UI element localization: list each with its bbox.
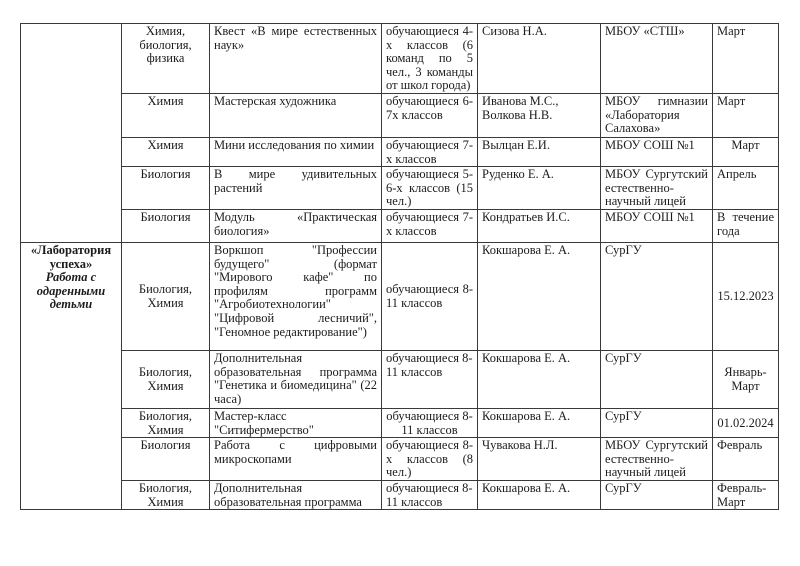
cell-subject: Биология, Химия [122, 480, 210, 509]
cell-subject: Химия [122, 94, 210, 138]
cell-responsible: Иванова М.С., Волкова Н.В. [478, 94, 601, 138]
cell-responsible: Чувакова Н.Л. [478, 438, 601, 481]
cell-responsible: Кондратьев И.С. [478, 209, 601, 242]
cell-event: Мастер-класс "Ситифермерство" [210, 408, 382, 437]
cell-date: Январь-Март [713, 350, 779, 408]
table-row [21, 209, 779, 242]
cell-date: Апрель [713, 167, 779, 210]
cell-subject: Биология, Химия [122, 350, 210, 408]
cell-institution: СурГУ [601, 242, 713, 350]
cell-date: В течение года [713, 209, 779, 242]
cell-participants: обучающиеся 5-6-х классов (15 чел.) [382, 167, 478, 210]
cell-event: Работа с цифровыми микроскопами [210, 438, 382, 481]
cell-date: 01.02.2024 [713, 408, 779, 437]
cell-institution: МБОУ гимназии «Лаборатория Салахова» [601, 94, 713, 138]
table-row [21, 138, 779, 167]
section-label-cell [21, 242, 122, 509]
cell-institution: МБОУ Сургутский естественно-научный лицей [601, 167, 713, 210]
cell-institution: СурГУ [601, 480, 713, 509]
cell-subject: Биология [122, 167, 210, 210]
cell-participants: обучающиеся 8-11 классов [382, 408, 478, 437]
cell-subject: Биология [122, 438, 210, 481]
section-label-title: «Лаборатория успеха» [30, 242, 112, 271]
cell-participants: обучающиеся 8-11 классов [382, 480, 478, 509]
cell-event: В мире удивительных растений [210, 167, 382, 210]
cell-participants: обучающиеся 8-х классов (8 чел.) [382, 438, 478, 481]
schedule-table [20, 23, 779, 510]
table-row [21, 167, 779, 210]
cell-responsible: Вылцан Е.И. [478, 138, 601, 167]
cell-subject: Химия [122, 138, 210, 167]
cell-date: Март [713, 138, 779, 167]
table-row [21, 94, 779, 138]
cell-institution: СурГУ [601, 350, 713, 408]
section-label-empty-cell [21, 24, 122, 243]
table-row [21, 242, 779, 350]
table-row [21, 350, 779, 408]
section-label-subtitle: Работа с одаренными детьми [36, 270, 106, 312]
cell-responsible: Сизова Н.А. [478, 24, 601, 94]
cell-participants: обучающиеся 7-х классов [382, 209, 478, 242]
cell-institution: МБОУ СОШ №1 [601, 209, 713, 242]
cell-event: Квест «В мире естественных наук» [210, 24, 382, 94]
cell-date: Февраль-Март [713, 480, 779, 509]
cell-responsible: Руденко Е. А. [478, 167, 601, 210]
cell-subject: Биология [122, 209, 210, 242]
cell-institution: МБОУ СОШ №1 [601, 138, 713, 167]
cell-event: Дополнительная образовательная программа "Генетика и биомедицина" (22 часа) [210, 350, 382, 408]
cell-subject: Биология, Химия [122, 408, 210, 437]
table-row [21, 24, 779, 94]
table-row [21, 438, 779, 481]
cell-date: Март [713, 94, 779, 138]
cell-event: Мини исследования по химии [210, 138, 382, 167]
cell-responsible: Кокшарова Е. А. [478, 242, 601, 350]
cell-responsible: Кокшарова Е. А. [478, 480, 601, 509]
cell-institution: МБОУ Сургутский естественно-научный лицей [601, 438, 713, 481]
cell-participants: обучающиеся 8-11 классов [382, 242, 478, 350]
table-row [21, 408, 779, 437]
cell-subject: Химия, биология, физика [122, 24, 210, 94]
cell-event: Воркшоп "Профессии будущего" (формат "Мирового кафе" по профилям программ "Агробиотехнологии" "Цифровой лесничий", "Геномное редактирование") [210, 242, 382, 350]
cell-participants: обучающиеся 8-11 классов [382, 350, 478, 408]
table-row [21, 480, 779, 509]
cell-participants: обучающиеся 4-х классов (6 команд по 5 чел., 3 команды от школ города) [382, 24, 478, 94]
cell-date: Март [713, 24, 779, 94]
cell-responsible: Кокшарова Е. А. [478, 408, 601, 437]
cell-responsible: Кокшарова Е. А. [478, 350, 601, 408]
cell-date: Февраль [713, 438, 779, 481]
cell-event: Мастерская художника [210, 94, 382, 138]
cell-event: Модуль «Практическая биология» [210, 209, 382, 242]
cell-institution: СурГУ [601, 408, 713, 437]
cell-subject: Биология, Химия [122, 242, 210, 350]
cell-event: Дополнительная образовательная программа [210, 480, 382, 509]
cell-date: 15.12.2023 [713, 242, 779, 350]
cell-participants: обучающиеся 7-х классов [382, 138, 478, 167]
cell-institution: МБОУ «СТШ» [601, 24, 713, 94]
cell-participants: обучающиеся 6-7х классов [382, 94, 478, 138]
